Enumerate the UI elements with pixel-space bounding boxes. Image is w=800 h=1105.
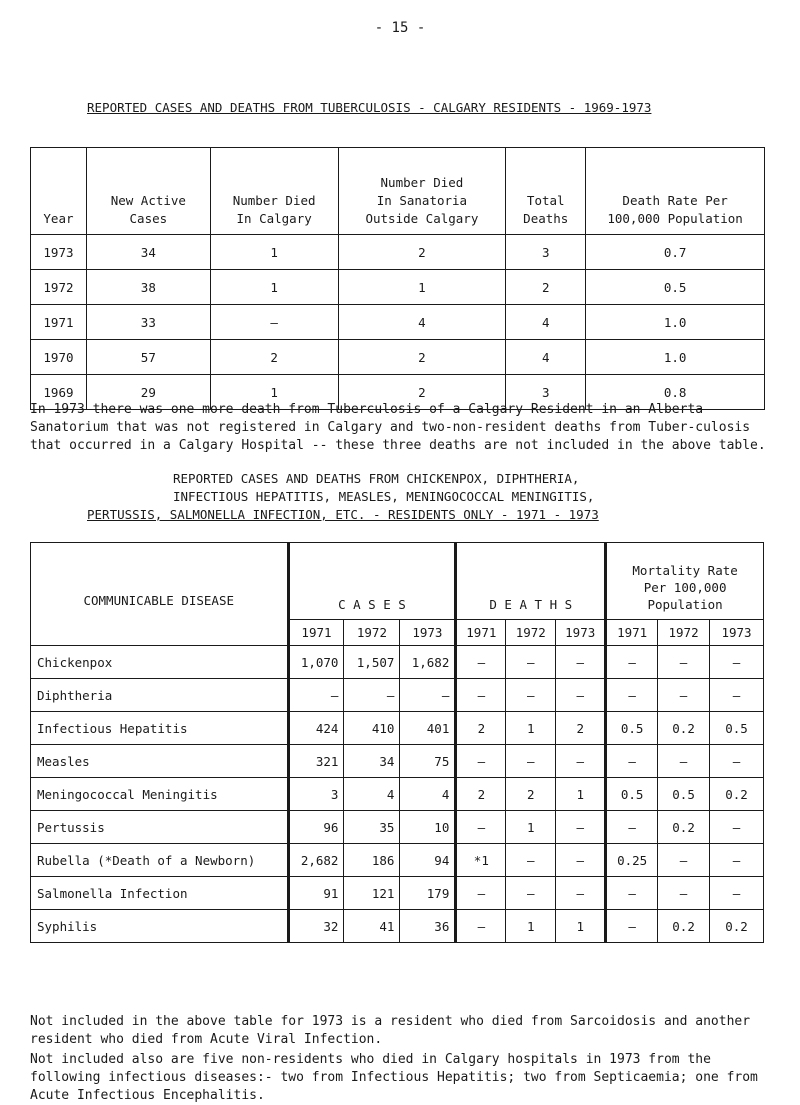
cd-deaths-cell: 1 <box>506 811 556 844</box>
cd-year-cell: 1971 <box>456 619 506 645</box>
cd-table-row <box>31 844 764 877</box>
cd-table-row <box>31 679 764 712</box>
cd-disease-name: Infectious Hepatitis <box>31 712 289 745</box>
cd-rate-cell: – <box>606 811 658 844</box>
cd-rate-cell: – <box>606 877 658 910</box>
cd-cases-cell: 3 <box>288 778 344 811</box>
tb-table-cell: 1 <box>210 235 338 270</box>
tb-footnote: In 1973 there was one more death from Tuberculosis of a Calgary Resident in an Alberta Sanatorium that was not registered in Calgary and two-non-resident deaths from Tuber-culosis that occurred in a Calgary Hospital -- these three deaths are not included in the above table. <box>30 402 766 453</box>
cd-deaths-cell: 2 <box>506 778 556 811</box>
tb-table-cell: 1 <box>210 375 338 410</box>
cd-cases-cell: 2,682 <box>288 844 344 877</box>
cd-disease-name: Rubella (*Death of a Newborn) <box>31 844 289 877</box>
tb-header-cell: Total Deaths <box>506 148 586 235</box>
cd-deaths-cell: – <box>456 811 506 844</box>
cd-table-row <box>31 811 764 844</box>
tb-header-row <box>31 148 765 235</box>
tb-table-cell: 57 <box>86 340 210 375</box>
tb-table-cell: 1.0 <box>586 305 765 340</box>
cd-disease-name: Measles <box>31 745 289 778</box>
cd-rate-cell: – <box>658 877 710 910</box>
tb-table-row <box>31 235 765 270</box>
cd-deaths-cell: – <box>556 679 606 712</box>
cd-rate-cell: 0.5 <box>658 778 710 811</box>
page-number: - 15 - <box>374 20 426 36</box>
cd-title-line-3: PERTUSSIS, SALMONELLA INFECTION, ETC. - RESIDENTS ONLY - 1971 - 1973 <box>87 507 599 522</box>
cd-cases-cell: – <box>288 679 344 712</box>
tb-table-cell: 2 <box>506 270 586 305</box>
cd-deaths-cell: – <box>456 910 506 943</box>
tuberculosis-table <box>30 147 765 410</box>
tb-table-cell: 0.8 <box>586 375 765 410</box>
cd-deaths-cell: – <box>456 679 506 712</box>
cd-cases-cell: 41 <box>344 910 400 943</box>
cd-rate-cell: 0.25 <box>606 844 658 877</box>
cd-rate-cell: 0.5 <box>710 712 764 745</box>
cd-rate-cell: – <box>658 646 710 679</box>
cd-rate-cell: – <box>606 646 658 679</box>
cd-deaths-cell: 2 <box>556 712 606 745</box>
cd-cases-cell: 36 <box>400 910 456 943</box>
cd-disease-name: Pertussis <box>31 811 289 844</box>
cd-deaths-cell: – <box>556 877 606 910</box>
cd-year-cell: 1972 <box>344 619 400 645</box>
cd-disease-name: Chickenpox <box>31 646 289 679</box>
cd-deaths-cell: – <box>506 877 556 910</box>
tb-table-cell: 1 <box>210 270 338 305</box>
cd-year-cell: 1973 <box>400 619 456 645</box>
cd-deaths-cell: *1 <box>456 844 506 877</box>
tb-table-cell: 2 <box>338 340 506 375</box>
cd-table-row <box>31 778 764 811</box>
cd-table-row <box>31 877 764 910</box>
tb-table-cell: 1970 <box>31 340 87 375</box>
tb-table-row <box>31 340 765 375</box>
cd-cases-cell: 4 <box>400 778 456 811</box>
cd-cases-cell: 1,682 <box>400 646 456 679</box>
tb-table-cell: 0.7 <box>586 235 765 270</box>
cd-header-rate: Mortality Rate Per 100,000 Population <box>606 543 764 620</box>
cd-rate-cell: 0.2 <box>658 910 710 943</box>
cd-table-row <box>31 910 764 943</box>
tb-table-title: REPORTED CASES AND DEATHS FROM TUBERCULOSIS - CALGARY RESIDENTS - 1969-1973 <box>87 100 652 115</box>
cd-deaths-cell: – <box>556 811 606 844</box>
cd-year-cell: 1973 <box>710 619 764 645</box>
cd-deaths-cell: – <box>556 844 606 877</box>
cd-cases-cell: 75 <box>400 745 456 778</box>
cd-header-cases: C A S E S <box>288 543 456 620</box>
tb-table-row <box>31 270 765 305</box>
cd-rate-cell: 0.5 <box>606 712 658 745</box>
cd-deaths-cell: – <box>506 745 556 778</box>
cd-header-deaths: D E A T H S <box>456 543 606 620</box>
cd-deaths-cell: – <box>506 679 556 712</box>
cd-deaths-cell: – <box>556 646 606 679</box>
cd-deaths-cell: 1 <box>506 910 556 943</box>
cd-cases-cell: 186 <box>344 844 400 877</box>
cd-cases-cell: 4 <box>344 778 400 811</box>
cd-deaths-cell: – <box>506 646 556 679</box>
cd-deaths-cell: 2 <box>456 778 506 811</box>
cd-cases-cell: 32 <box>288 910 344 943</box>
tb-table-cell: 29 <box>86 375 210 410</box>
tb-header-cell: New Active Cases <box>86 148 210 235</box>
tb-table-cell: 1 <box>338 270 506 305</box>
cd-deaths-cell: 1 <box>506 712 556 745</box>
tb-table-cell: – <box>210 305 338 340</box>
cd-footnote-2: Not included also are five non-residents who died in Calgary hospitals in 1973 from the following infectious diseases:- two from Infectious Hepatitis; two from Septicaemia; one from Acute Infectious Encephalitis. <box>30 1052 758 1103</box>
cd-cases-cell: 179 <box>400 877 456 910</box>
cd-year-cell: 1972 <box>506 619 556 645</box>
cd-rate-cell: 0.2 <box>710 910 764 943</box>
cd-deaths-cell: 2 <box>456 712 506 745</box>
cd-table-row <box>31 745 764 778</box>
cd-rate-cell: – <box>710 811 764 844</box>
cd-rate-cell: – <box>606 745 658 778</box>
cd-disease-name: Salmonella Infection <box>31 877 289 910</box>
tb-table-cell: 33 <box>86 305 210 340</box>
cd-rate-cell: 0.2 <box>658 712 710 745</box>
cd-rate-cell: – <box>710 679 764 712</box>
cd-table-row <box>31 712 764 745</box>
tb-header-cell: Number Died In Sanatoria Outside Calgary <box>338 148 506 235</box>
communicable-disease-table <box>30 542 764 943</box>
tb-table-row <box>31 305 765 340</box>
cd-cases-cell: – <box>400 679 456 712</box>
cd-rate-cell: – <box>710 745 764 778</box>
cd-rate-cell: – <box>658 745 710 778</box>
cd-footnote-1: Not included in the above table for 1973 is a resident who died from Sarcoidosis and another resident who died from Acute Viral Infection. <box>30 1014 751 1047</box>
cd-title-line-1: REPORTED CASES AND DEATHS FROM CHICKENPOX, DIPHTHERIA, <box>173 471 580 486</box>
cd-cases-cell: 321 <box>288 745 344 778</box>
tb-table-cell: 4 <box>506 305 586 340</box>
cd-cases-cell: 10 <box>400 811 456 844</box>
cd-rate-cell: – <box>606 679 658 712</box>
cd-rate-cell: – <box>710 877 764 910</box>
cd-cases-cell: 96 <box>288 811 344 844</box>
cd-deaths-cell: – <box>506 844 556 877</box>
tb-table-cell: 0.5 <box>586 270 765 305</box>
cd-cases-cell: 401 <box>400 712 456 745</box>
tb-table-cell: 1971 <box>31 305 87 340</box>
cd-rate-cell: 0.2 <box>658 811 710 844</box>
tb-table-cell: 2 <box>338 235 506 270</box>
cd-disease-name: Meningococcal Meningitis <box>31 778 289 811</box>
tb-table-cell: 3 <box>506 235 586 270</box>
cd-cases-cell: 121 <box>344 877 400 910</box>
cd-year-cell: 1973 <box>556 619 606 645</box>
cd-cases-cell: 1,507 <box>344 646 400 679</box>
cd-cases-cell: 1,070 <box>288 646 344 679</box>
cd-cases-cell: 424 <box>288 712 344 745</box>
cd-deaths-cell: – <box>456 877 506 910</box>
tb-header-cell: Death Rate Per 100,000 Population <box>586 148 765 235</box>
tb-header-cell: Year <box>31 148 87 235</box>
tb-table-cell: 1969 <box>31 375 87 410</box>
tb-table-cell: 1972 <box>31 270 87 305</box>
tb-table-cell: 2 <box>338 375 506 410</box>
cd-year-cell: 1971 <box>606 619 658 645</box>
tb-table-cell: 38 <box>86 270 210 305</box>
cd-rate-cell: – <box>658 844 710 877</box>
cd-rate-cell: – <box>658 679 710 712</box>
cd-cases-cell: 91 <box>288 877 344 910</box>
cd-title-line-2: INFECTIOUS HEPATITIS, MEASLES, MENINGOCOCCAL MENINGITIS, <box>173 489 595 504</box>
cd-deaths-cell: – <box>556 745 606 778</box>
cd-deaths-cell: – <box>456 646 506 679</box>
tb-table-cell: 2 <box>210 340 338 375</box>
cd-deaths-cell: 1 <box>556 910 606 943</box>
cd-cases-cell: 35 <box>344 811 400 844</box>
tb-table-cell: 1973 <box>31 235 87 270</box>
cd-deaths-cell: 1 <box>556 778 606 811</box>
cd-header-row <box>31 543 764 620</box>
cd-rate-cell: 0.2 <box>710 778 764 811</box>
tb-table-cell: 1.0 <box>586 340 765 375</box>
tb-table-cell: 4 <box>506 340 586 375</box>
cd-table-row <box>31 646 764 679</box>
tb-table-cell: 34 <box>86 235 210 270</box>
cd-disease-name: Syphilis <box>31 910 289 943</box>
cd-header-disease: COMMUNICABLE DISEASE <box>31 543 289 646</box>
cd-rate-cell: – <box>710 646 764 679</box>
tb-table-cell: 3 <box>506 375 586 410</box>
cd-rate-cell: – <box>710 844 764 877</box>
tb-header-cell: Number Died In Calgary <box>210 148 338 235</box>
cd-cases-cell: 34 <box>344 745 400 778</box>
cd-deaths-cell: – <box>456 745 506 778</box>
cd-year-cell: 1971 <box>288 619 344 645</box>
cd-disease-name: Diphtheria <box>31 679 289 712</box>
cd-cases-cell: – <box>344 679 400 712</box>
cd-cases-cell: 410 <box>344 712 400 745</box>
cd-rate-cell: 0.5 <box>606 778 658 811</box>
cd-cases-cell: 94 <box>400 844 456 877</box>
cd-rate-cell: – <box>606 910 658 943</box>
cd-year-cell: 1972 <box>658 619 710 645</box>
tb-table-cell: 4 <box>338 305 506 340</box>
